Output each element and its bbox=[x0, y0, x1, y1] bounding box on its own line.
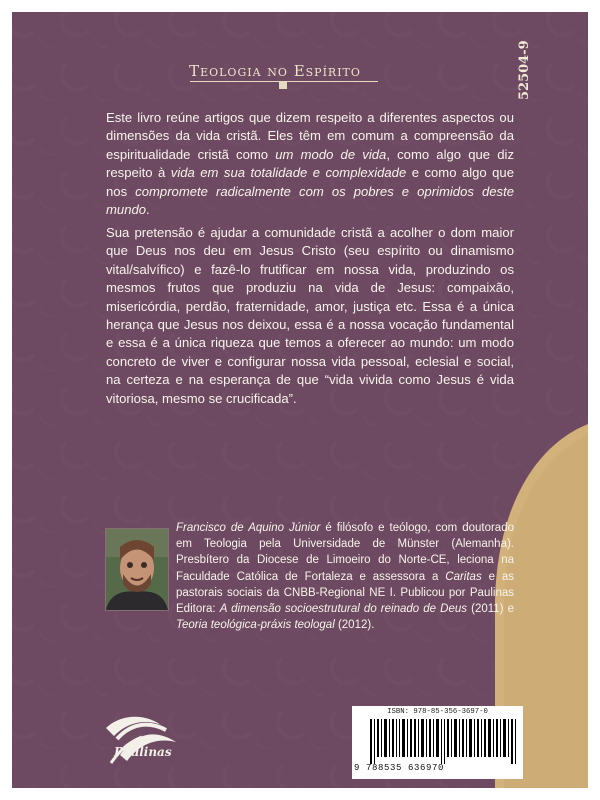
paragraph-1-text: Este livro reúne artigos que dizem respeito a diferentes aspectos ou dimensões da vida cristã. Eles têm em comum a compreensão da espiritualidade cristã como bbox=[106, 110, 514, 162]
author-photo bbox=[105, 528, 169, 611]
description-paragraph-2 bbox=[106, 224, 514, 408]
paragraph-1-emphasis: um modo de vida bbox=[275, 146, 387, 162]
title-square-ornament bbox=[279, 81, 287, 89]
isbn-label: ISBN: 978-85-356-3697-0 bbox=[387, 708, 488, 716]
paragraph-1-emphasis: vida em sua totalidade e complexidade bbox=[170, 165, 407, 181]
isbn-barcode bbox=[352, 706, 523, 779]
paragraph-2-text: Sua pretensão é ajudar a comunidade cristã a acolher o dom maior que Deus nos deu em Jesus Cristo (seu espírito ou dinamismo vital/salvífico) e fazê-lo frutificar em nossa vida, produzindo os mesmos frutos que produziu na vida de Jesus: compaixão, misericórdia, perdão, fraternidade, amor, justiça etc. Essa é a única herança que Jesus nos deixou, essa é a nossa vocação fundamental e essa é a única riqueza que temos a oferecer ao mundo: um modo concreto de viver e configurar nossa vida pessoal, eclesial e social, na certeza e na esperança de que “vida vivida como Jesus é vida vitoriosa, mesmo se crucificada”. bbox=[106, 225, 514, 406]
publisher-name: Paulinas bbox=[114, 745, 172, 759]
author-bio-text: é filósofo e teólogo, com doutorado em Teologia pela Universidade de Münster (Alemanha). Presbítero da Diocese de Limoeiro do Norte-CE, leciona na Faculdade Católica de Fortaleza e assessora a bbox=[176, 522, 514, 583]
book-title-1: A dimensão socioestrutural do reinado de Deus bbox=[219, 603, 468, 616]
author-bio-text: e as pastorais sociais da CNBB-Regional NE I. Publicou por Paulinas Editora: bbox=[176, 570, 514, 616]
publisher-logo-icon bbox=[102, 712, 188, 770]
author-bio-text: (2012). bbox=[334, 619, 375, 632]
barcode-bars bbox=[370, 719, 518, 764]
paragraph-1-text: , como algo que diz respeito à bbox=[106, 146, 514, 181]
author-name: Francisco de Aquino Júnior bbox=[176, 522, 321, 534]
barcode-number: 9 788535 636970 bbox=[354, 763, 445, 773]
author-bio bbox=[176, 520, 514, 633]
organization-name: Caritas bbox=[445, 570, 482, 583]
paragraph-1-emphasis: compromete radicalmente com os pobres e oprimidos deste mundo bbox=[106, 183, 514, 218]
collection-title: Teologia no Espírito bbox=[189, 62, 361, 80]
paragraph-1-text: e como algo que nos bbox=[106, 165, 514, 199]
paragraph-1-text: . bbox=[146, 202, 150, 218]
book-title-2: Teoria teológica-práxis teologal bbox=[176, 619, 335, 632]
description-paragraph-1 bbox=[106, 109, 514, 219]
author-bio-text: (2011) e bbox=[467, 603, 514, 616]
author-portrait-illustration bbox=[106, 529, 168, 610]
catalog-code: 52504-9 bbox=[517, 40, 532, 100]
